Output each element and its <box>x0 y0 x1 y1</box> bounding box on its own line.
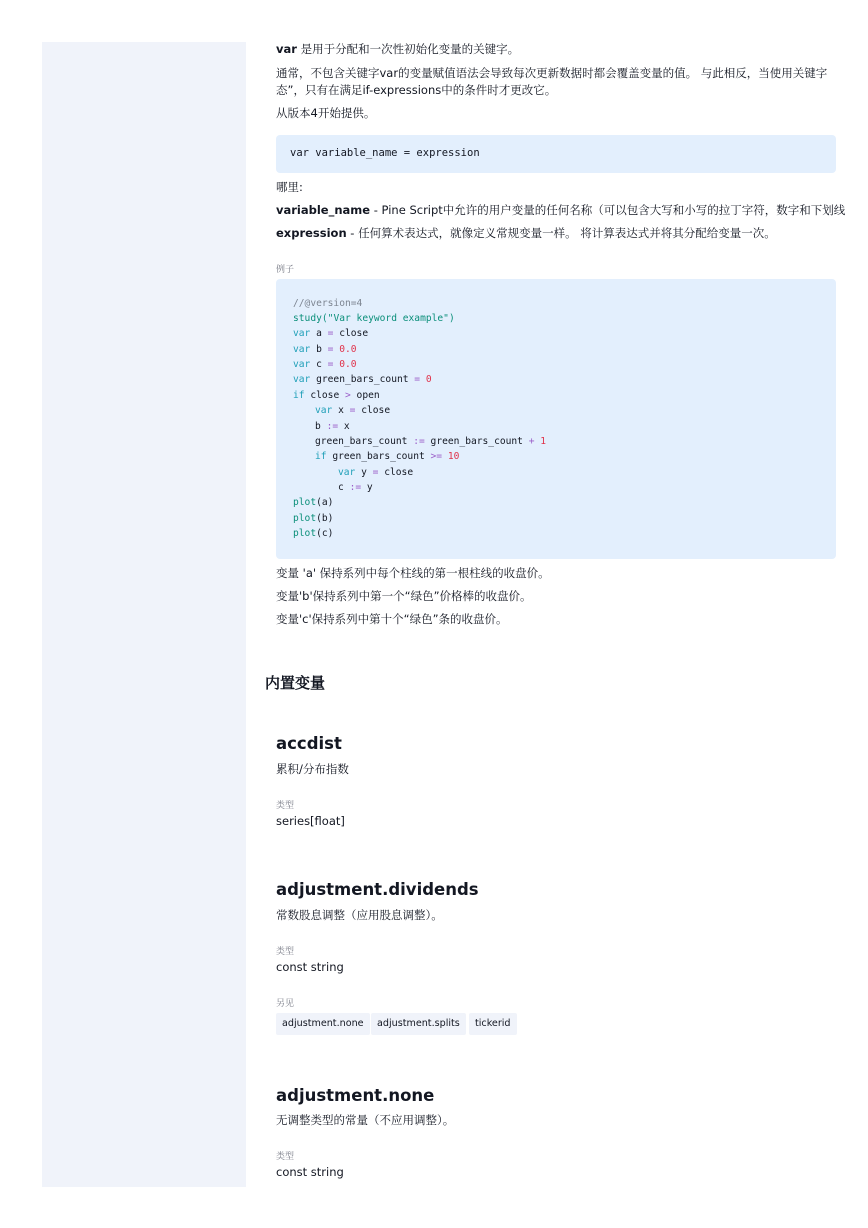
see-also-link[interactable]: adjustment.splits <box>371 1013 466 1035</box>
type-value: const string <box>276 960 344 974</box>
entry-desc-accdist: 累积/分布指数 <box>276 762 349 776</box>
code-line: var c = 0.0 <box>293 359 357 370</box>
code-line: plot(b) <box>293 513 334 524</box>
type-value: const string <box>276 1165 344 1179</box>
note-a: 变量 'a' 保持系列中每个柱线的第一根柱线的收盘价。 <box>276 566 550 580</box>
code-line: //@version=4 <box>293 298 363 309</box>
type-value: series[float] <box>276 814 345 828</box>
type-label: 类型 <box>276 947 295 957</box>
example-code-block <box>276 279 836 559</box>
where-label: 哪里: <box>276 180 303 194</box>
code-line: study("Var keyword example") <box>293 313 455 324</box>
code-line: var x = close <box>315 405 391 416</box>
note-b: 变量'b'保持系列中第一个“绿色”价格棒的收盘价。 <box>276 589 532 603</box>
see-also-link[interactable]: adjustment.none <box>276 1013 370 1035</box>
see-also-link[interactable]: tickerid <box>469 1013 517 1035</box>
see-also-label: 另见 <box>276 999 295 1009</box>
code-line: plot(a) <box>293 497 334 508</box>
argument-expression: expression - 任何算术表达式，就像定义常规变量一样。 将计算表达式并将其分配给变量一次。 <box>276 226 776 240</box>
entry-desc-adjustment-none: 无调整类型的常量（不应用调整）。 <box>276 1113 455 1127</box>
since-version: 从版本4开始提供。 <box>276 106 376 120</box>
var-description-line2: 态”，只有在满足if-expressions中的条件时才更改它。 <box>276 83 557 97</box>
section-heading-builtin-variables: 内置变量 <box>265 674 326 692</box>
entry-title-accdist: accdist <box>276 734 342 753</box>
entry-desc-adjustment-dividends: 常数股息调整（应用股息调整）。 <box>276 908 443 922</box>
syntax-block <box>276 135 836 173</box>
sidebar <box>42 42 246 1187</box>
entry-title-adjustment-none: adjustment.none <box>276 1086 435 1105</box>
var-description-line1: 通常，不包含关键字var的变量赋值语法会导致每次更新数据时都会覆盖变量的值。 与此相反，当使用关键字 <box>276 66 828 80</box>
code-line: var y = close <box>338 467 414 478</box>
type-label: 类型 <box>276 801 295 811</box>
code-line: if close > open <box>293 390 380 401</box>
code-line: plot(c) <box>293 528 334 539</box>
code-line: if green_bars_count >= 10 <box>315 451 460 462</box>
entry-title-adjustment-dividends: adjustment.dividends <box>276 880 479 899</box>
doc-content <box>265 42 868 1192</box>
code-line: var green_bars_count = 0 <box>293 374 432 385</box>
example-label: 例子 <box>276 265 295 275</box>
code-line: b := x <box>315 421 350 432</box>
type-label: 类型 <box>276 1152 295 1162</box>
argument-variable-name: variable_name - Pine Script中允许的用户变量的任何名称（可以包含大写和小写的拉丁字符，数字和下划线 <box>276 203 846 217</box>
note-c: 变量'c'保持系列中第十个“绿色”条的收盘价。 <box>276 612 508 626</box>
syntax-code: var variable_name = expression <box>290 147 480 159</box>
code-line: green_bars_count := green_bars_count + 1 <box>315 436 547 447</box>
code-line: var b = 0.0 <box>293 344 357 355</box>
var-intro: var 是用于分配和一次性初始化变量的关键字。 <box>276 42 520 56</box>
code-line: var a = close <box>293 328 369 339</box>
code-line: c := y <box>338 482 373 493</box>
